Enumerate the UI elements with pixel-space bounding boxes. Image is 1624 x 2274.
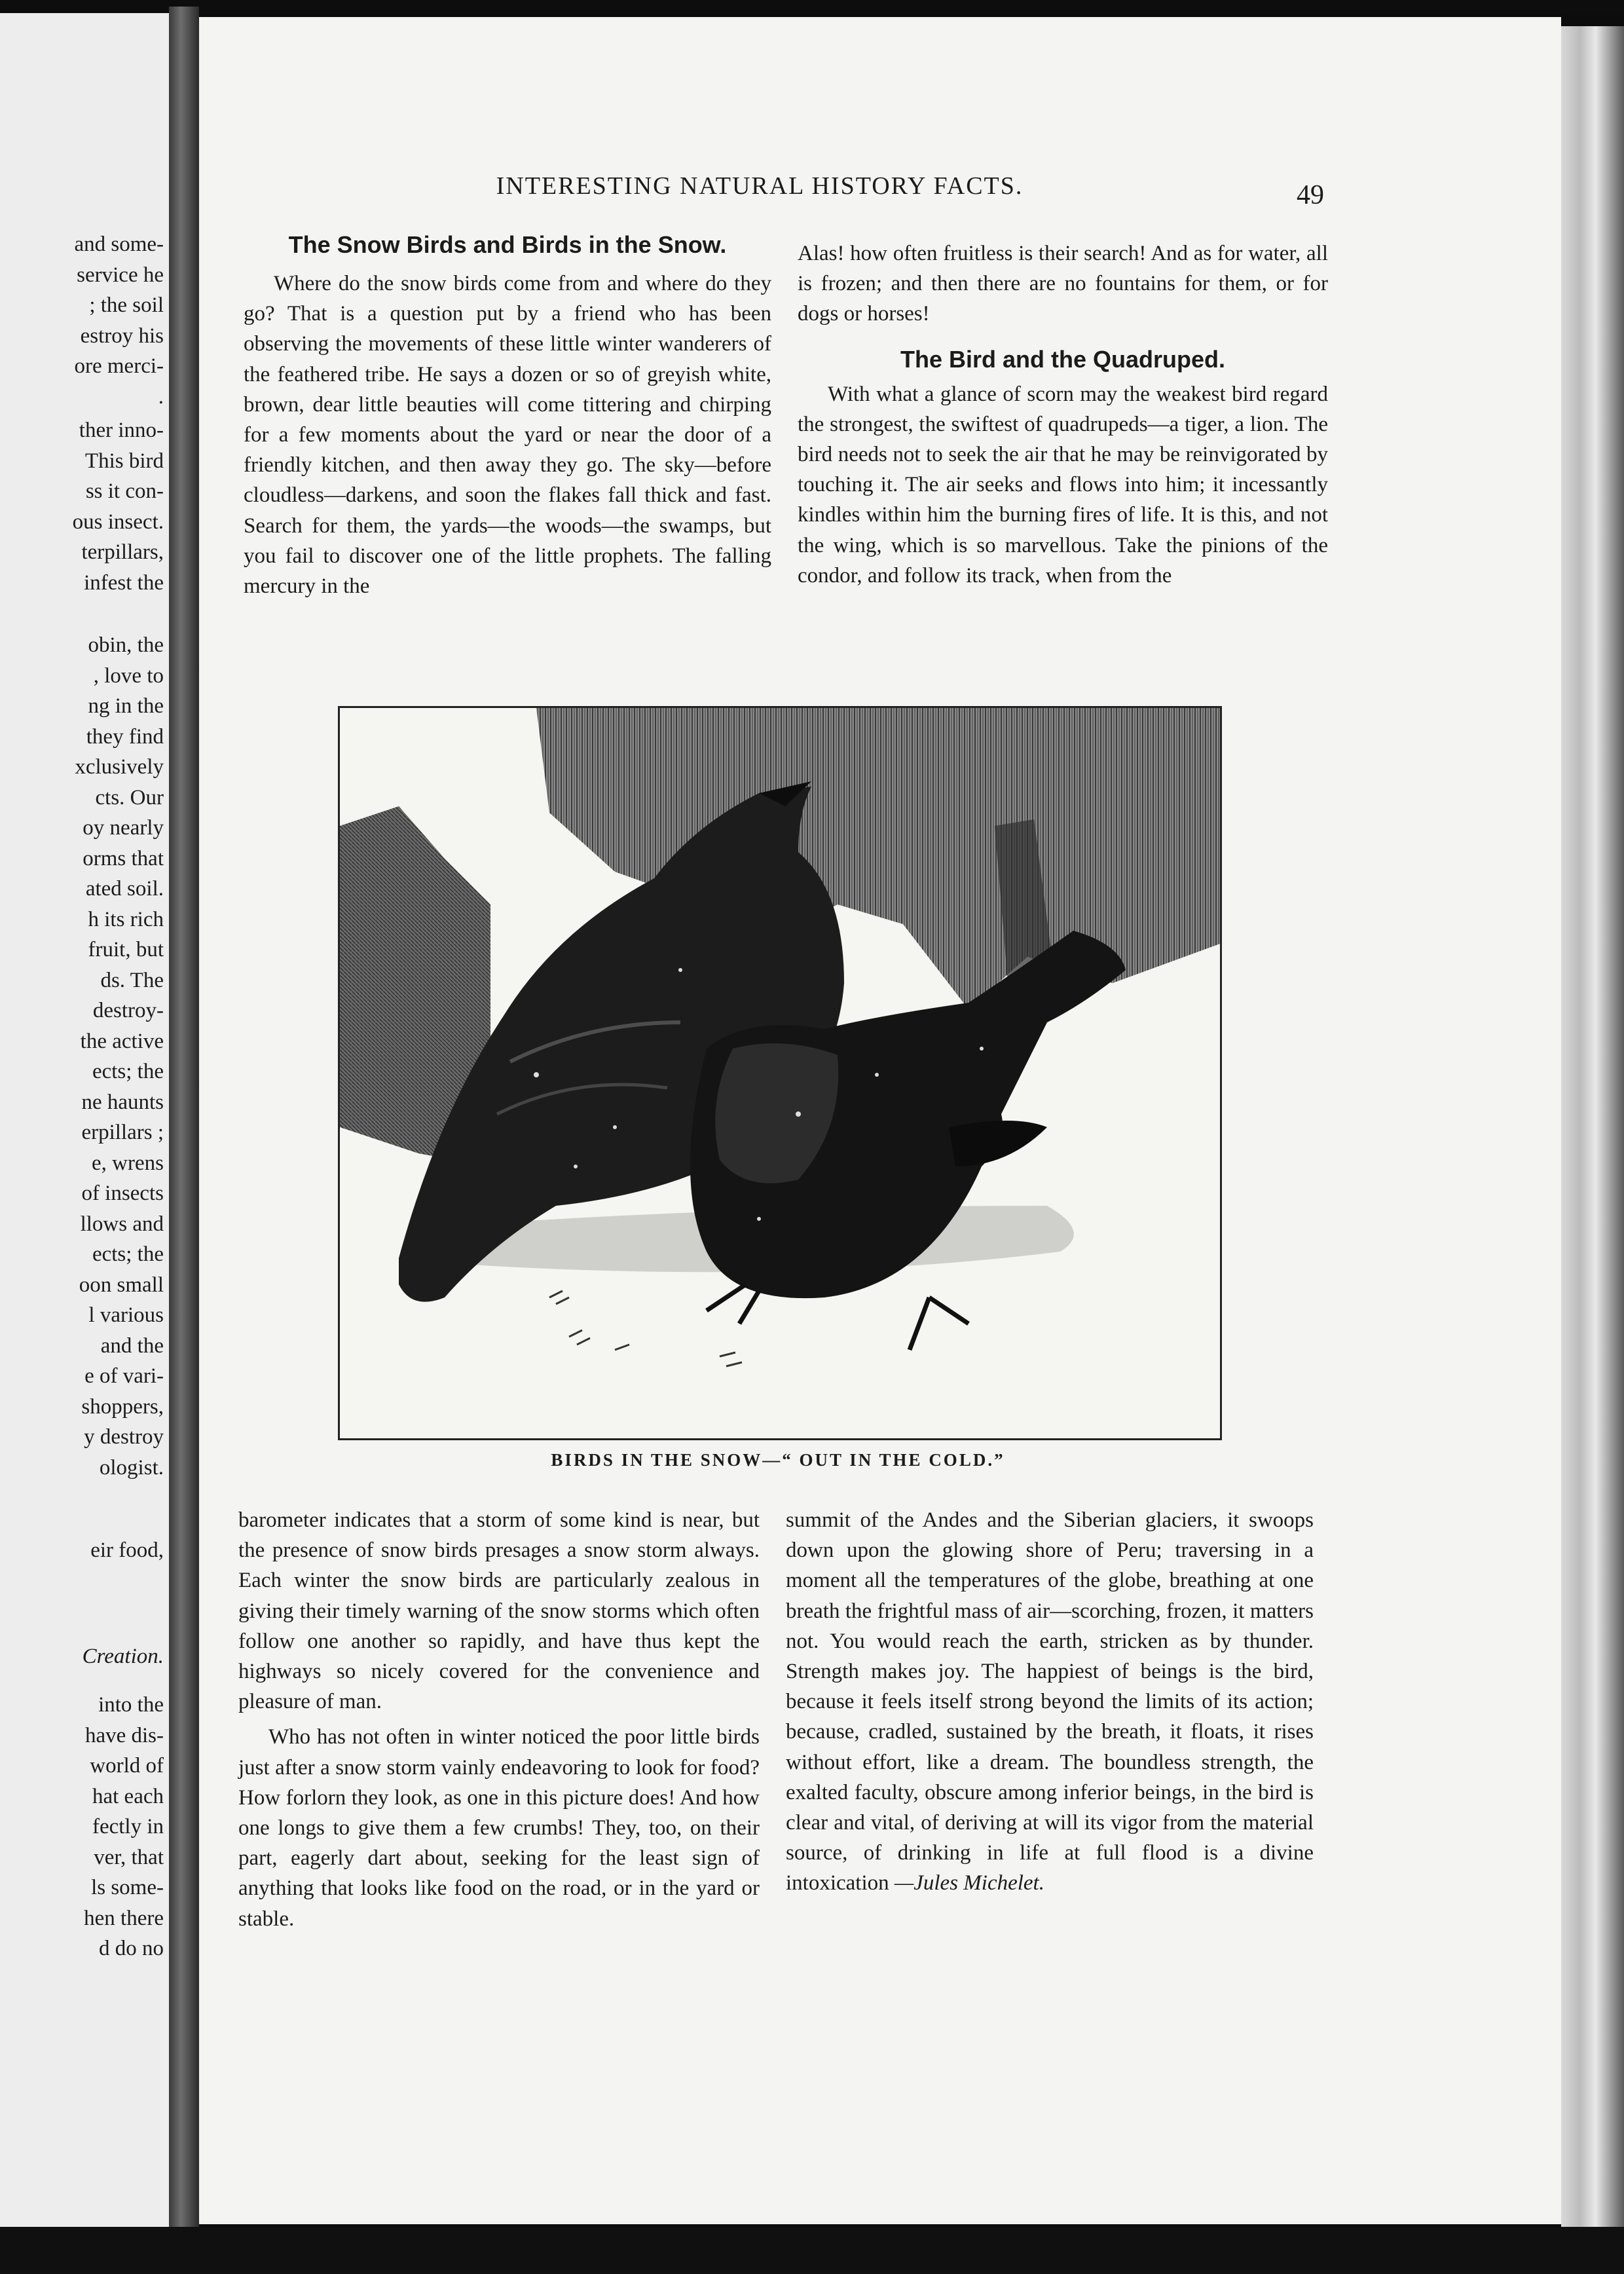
facing-page-line: h its rich [88,907,164,931]
facing-page-line: they find [86,724,164,749]
figure-caption: BIRDS IN THE SNOW—“ OUT IN THE COLD.” [551,1450,1005,1470]
facing-page-block [0,229,164,412]
facing-page-block [0,415,164,598]
facing-page-line: llows and [80,1212,164,1236]
facing-page-line: ologist. [99,1455,164,1480]
paragraph: Alas! how often fruitless is their search! And as for water, all is frozen; and then there are no fountains for them, or for dogs or horses! [798,242,1328,326]
facing-page-line: ng in the [88,694,164,718]
facing-page-line: xclusively [75,755,164,779]
facing-page-line: Creation. [82,1645,164,1668]
facing-page-block [0,1690,164,1964]
illustration-birds-in-snow [338,706,1222,1440]
facing-page-line: ects; the [92,1060,164,1083]
article-title: The Snow Birds and Birds in the Snow. [288,231,727,258]
facing-page-line: eir food, [90,1538,164,1562]
facing-page-line: hen there [84,1906,164,1930]
facing-page-line: of insects [81,1182,164,1205]
facing-page-line: This bird [84,449,164,473]
running-head: INTERESTING NATURAL HISTORY FACTS. [496,172,1024,200]
scan-top-border [0,0,1624,14]
article-bird-quadruped-bottom [786,1505,1314,1899]
article-snow-birds-bottom [238,1505,760,1934]
facing-page-block [0,1535,164,1566]
facing-page-line: into the [98,1693,164,1717]
facing-page-line: ore merci- [74,354,164,378]
facing-page-line: infest the [84,570,164,595]
facing-page-line: ls some- [91,1876,164,1899]
facing-page-line: obin, the [88,633,164,657]
facing-page-line: ated soil. [85,877,164,901]
facing-page-line: have dis- [84,1723,164,1747]
article-title: The Bird and the Quadruped. [900,345,1226,373]
facing-page-line: ous insect. [72,510,164,534]
facing-page-line: world of [90,1754,164,1778]
facing-page-line: and some- [74,233,164,256]
facing-page-line: service he [77,263,164,287]
paragraph [786,1505,1314,1899]
facing-page-line: oon small [79,1273,164,1297]
paragraph: Where do the snow birds come from and where do they go? That is a question put by a friend who has been observing the movements of these little winter wanderers of the feathered tribe. He says a dozen or so of greyish white, brown, dear little beauties will come tittering and chirping for a few moments about the yard or near the door of a friendly kitchen, and then away they go. The sky—before cloudless—darkens, and soon the flakes fall thick and fast. Search for them, the yards—the woods—the swamps, but you fail to discover one of the little prophets. The falling mercury in the [244,272,771,599]
facing-page-line: destroy- [92,999,164,1022]
facing-page-line: y destroy [84,1425,164,1449]
facing-page-line: estroy his [80,324,164,348]
facing-page-line: ss it con- [85,479,164,503]
facing-page-line: terpillars, [81,540,164,564]
facing-page-line: cts. Our [95,785,164,810]
facing-page-line: ; the soil [89,293,164,317]
facing-page-line: . [158,384,164,409]
article-snow-birds-top [244,227,771,601]
paragraph: With what a glance of scorn may the weakest bird regard the strongest, the swiftest of quadrupeds—a tiger, a lion. The bird needs not to seek the air that he may be reinvigorated by touching it. The air seeks and flows into him; it incessantly kindles within him the burning fires of life. It is this, and not the wing, which is so marvellous. Take the pinions of the condor, and follow its track, when from the [798,382,1328,587]
paragraph: Who has not often in winter noticed the poor little birds just after a snow storm vainly endeavoring to look for food? How forlorn they look, as one in this picture does! And how one longs to give them a few crumbs! They, too, on their part, eagerly dart about, seeking for the least sign of anything that looks like food on the road, or in the yard or stable. [238,1725,760,1931]
paragraph-text: summit of the Andes and the Siberian glaciers, it swoops down upon the glowing shore of Peru; traversing in a moment all the temperatures of the globe, breathing at one breath the frightful mass of air—scorching, frozen, it matters not. You would reach the earth, stricken as by thunder. Strength makes joy. The happiest of beings is the bird, because it feels itself strong beyond the limits of its action; because, cradled, sustained by the breath, it floats, it rises without effort, like a dream. The boundless strength, the exalted faculty, obscure among inferior beings, in the bird is clear and vital, of deriving at will its vigor from the material source, of drinking in life at full flood is a divine intoxication [786,1508,1314,1895]
facing-page-line: l various [88,1303,164,1327]
facing-page-line: ds. The [100,968,164,992]
facing-page-line: , love to [93,663,164,688]
page-number: 49 [1297,180,1324,210]
facing-page-line: ects; the [92,1242,164,1266]
facing-page-line: shoppers, [81,1394,164,1419]
facing-page-line: e, wrens [92,1151,164,1175]
facing-page-line: orms that [83,846,164,870]
facing-page-line: ne haunts [81,1090,164,1114]
facing-page [0,13,169,2227]
facing-page-line: oy nearly [83,816,164,840]
facing-page-line: erpillars ; [81,1121,164,1144]
scan-bottom-border [0,2227,1624,2274]
facing-page-line: e of vari- [84,1364,164,1388]
facing-page-line: d do no [99,1937,164,1960]
facing-page-block [0,630,164,1483]
facing-page-line: the active [80,1029,164,1053]
attribution: —Jules Michelet. [894,1871,1044,1895]
facing-page-line: ver, that [94,1845,164,1869]
birds-engraving [340,708,1220,1438]
page-edge [1561,26,1624,2227]
facing-page-line: fruit, but [88,938,164,961]
book-gutter [169,7,199,2233]
facing-page-line: hat each [92,1784,164,1808]
facing-page-line: and the [100,1333,164,1358]
facing-page-line: fectly in [92,1815,164,1838]
paragraph: barometer indicates that a storm of some kind is near, but the presence of snow birds presages a snow storm always. Each winter the snow birds are particularly zealous in giving their timely warning of the snow storms which often follow one another so rapidly, and have thus kept the highways so nicely covered for the convenience and pleasure of man. [238,1508,760,1714]
facing-page-block [0,1641,164,1672]
facing-page-line: ther inno- [79,419,164,442]
article-bird-quadruped-top [798,238,1328,591]
